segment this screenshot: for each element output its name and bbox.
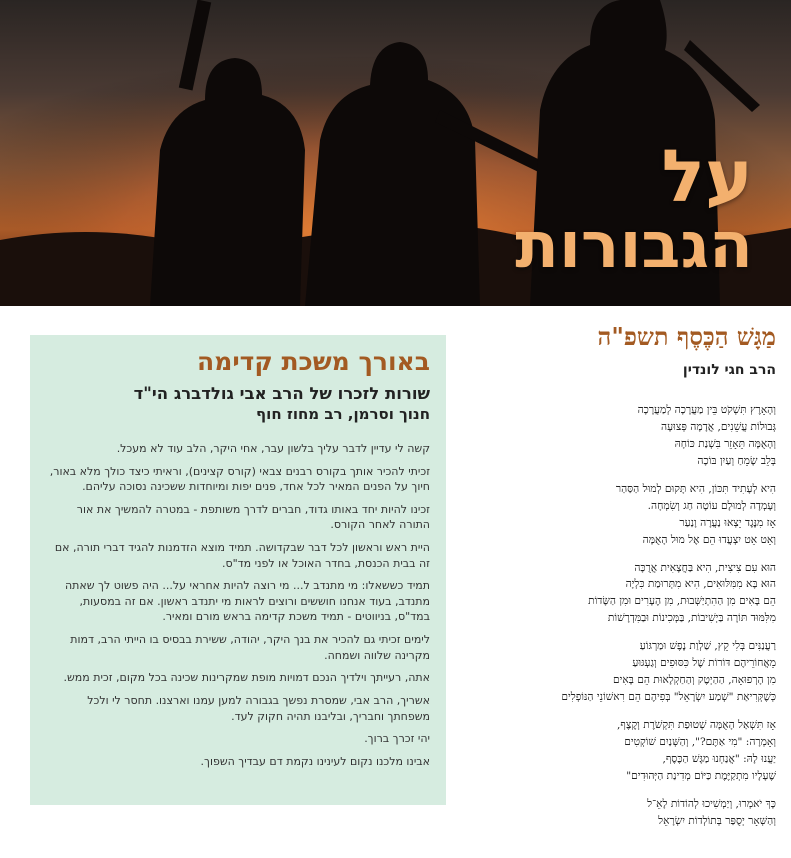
memorial-paragraph: קשה לי עדיין לדבר עליך בלשון עבר, אחי היקר, הלב עוד לא מעכל. — [116, 442, 430, 455]
memorial-subtitle-line2: חנוך וסרמן, רב מחוז חוף — [256, 405, 430, 423]
poem-stanza — [460, 796, 776, 830]
poem-line: וְאֵט אֵט יִצְעֲדוּ הֵם אֶל מוּל הָאֻמָּה — [642, 533, 776, 546]
memorial-subtitle — [46, 384, 430, 403]
subtitle-name: הרב אבי גולדברג — [173, 384, 304, 403]
poem-line: וְאָמְרָה: "מִי אַתֶּם?", וְהַשְּׁנַיִם שׁוֹקְטִים — [624, 735, 776, 748]
memorial-box — [30, 335, 446, 805]
poem-line: הוּא עִם צִיצִית, הִיא בַּחֲצָאִית אֲרֻכָּה — [634, 561, 776, 574]
hero-title-line2: הגבורות — [515, 209, 753, 283]
poem-stanza — [460, 638, 776, 706]
poem-line: מֵאֲחוֹרֵיהֶם דּוֹרוֹת שֶׁל כִּסּוּפִים וְגַעְגּוּעַ — [632, 657, 776, 670]
poem-line: וְהָאֻמָּה תֵּאָזֵר בִּשְׁנַת כּוֹחָהּ — [674, 437, 776, 450]
poem-line: וְהָאָרֶץ תִּשְׁקֹט בֵּין מַעֲרָכָה לְמַעֲרָכָה — [637, 404, 776, 416]
hero-title-line1: על — [661, 134, 753, 218]
poem-line: גְּבוּלוֹת עֲשֵׁנִים, אֲדָמָה פְּצוּעָה — [661, 420, 776, 433]
memorial-paragraph: זכינו להיות יחד באותו גדוד, חברים לדרך משותפת - במטרה להמשיך את אור התורה לאחר הקורס. — [76, 502, 430, 532]
poem-line: רַעֲנַנִּים בְּלִי קֵץ, שַׁלְוַת נֶפֶשׁ וּמַרְגּוֹעַ — [639, 640, 776, 653]
poem-line: וְעָמְדָה לְמוּלָם עוֹטָה חַג וְשִׂמְחָה. — [647, 499, 776, 512]
poem-line: וְהַשְּׁאָר יְסֻפַּר בְּתוֹלְדוֹת יִשְׂרָאֵל — [658, 814, 776, 827]
subtitle-suffix: הי"ד — [133, 384, 174, 403]
poem-author: הרב חגי לונדין — [682, 362, 776, 378]
hero-banner — [0, 0, 791, 306]
poem-line: מִן הָרְפוּאָה, הַהַיְטֶק וְהַחַקְלָאוּת הֵם בָּאִים — [612, 674, 776, 687]
hero-title — [515, 134, 753, 283]
poem-line: הִיא לְעָתִיד תִּכּוֹן, הִיא תָּקוּם לְמוּל הַסַּהַר — [615, 482, 776, 495]
poem-line: בְּלֵב שָׂמֵחַ וְעַיִן בּוֹכָה — [697, 454, 776, 467]
subtitle-prefix: שורות לזכרו של — [303, 384, 430, 403]
memorial-paragraph: תמיד כששאלו: מי מתנדב ל... מי רוצה להיות אחראי על... היה פשוט לך שאתה מתנדב, בעוד אנחנו חוששים ורוצים לראות מי יתנדב ראשון. אם זה במסעות, במד"ס, בניווטים - תמיד משכת קדימה בראש מורם ומאיר. — [65, 579, 430, 624]
poem-line: כְּשֶׁקְּרִיאַת "שְׁמַע יִשְׂרָאֵל" בְּפִיהֶם הֵם רִאשׁוֹנֵי הַנּוֹפְלִים — [561, 691, 776, 704]
memorial-paragraph: יהי זכרך ברוך. — [364, 732, 430, 746]
poem-line: מִלִּמּוּד תּוֹרָה בַּיְשִׁיבוֹת, בַּמְּכִינוֹת וּבַמִּדְרָשׁוֹת — [607, 612, 776, 625]
poem-stanza — [460, 560, 776, 628]
poem-line: יַעֲנוּ לָהּ: "אֲנַחְנוּ מַגָּשׁ הַכֶּסֶף, — [662, 752, 776, 765]
poem-column — [460, 322, 776, 841]
poem-stanza — [460, 402, 776, 470]
memorial-paragraph: אשריך, הרב אבי, שמסרת נפשך בגבורה למען עמנו וארצנו. תחסר לי ולכל משפחתך וחבריך, ובליבנו תהיה חקוק לעד. — [87, 693, 430, 723]
memorial-paragraph: היית ראש וראשון לכל דבר שבקדושה. תמיד מוצא הזדמנות להגיד דברי תורה, אם זה בבית הכנסת, בחדר האוכל או לפני מד"ס. — [54, 541, 430, 570]
memorial-paragraph: זכיתי להכיר אותך בקורס רבנים צבאי (קורס קצינים), וראיתי כיצד כולך מלא באור, חיוך על הפנים המאיר לכל אחד, פנים יפות ומיוחדות ששכינה נסוכה עליהם. — [49, 464, 430, 494]
memorial-paragraph: לימים זכיתי גם להכיר את בנך היקר, יהודה, ששירת בבסיס בו הייתי הרב, דמות מקרינה שלווה ושמחה. — [70, 633, 430, 662]
poem-stanzas — [460, 402, 776, 830]
poem-line: שֶׁעָלָיו מִתְקַיֶּמֶת כַּיּוֹם מְדִינַת הַיְּהוּדִים" — [626, 769, 776, 782]
poem-line: אָז מִנֶּגֶד יֵצְאוּ נַעֲרָה וָנַעַר — [679, 516, 776, 529]
poem-stanza — [460, 717, 776, 785]
poem-title: מַגָּשׁ הַכֶּסֶף תשפ"ה — [597, 322, 776, 351]
memorial-paragraph: אתה, רעייתך וילדיך הנכם דמויות מופת שמקרינות שכינה בכל מקום, זכית ממש. — [63, 671, 430, 685]
poem-line: אָז תִּשְׁאַל הָאֻמָּה שְׁטוּפַת תִּקְשֹׁרֶת וְקֶצֶף, — [617, 719, 776, 731]
poem-line: כָּךְ יֹאמְרוּ, וְיַמְשִׁיכוּ לְהוֹדוֹת לָאֵ־ל — [647, 797, 776, 810]
poem-line: הֵם בָּאִים מִן הַהִתְיַשְּׁבוּת, מִן הֶעָרִים וּמִן הַשָּׂדוֹת — [588, 595, 776, 608]
poem-line: הוּא בָּא מִמִּלּוּאִים, הִיא מִתְּרוּמַת כִּלְיָה — [625, 578, 776, 591]
poem-stanza — [460, 481, 776, 549]
memorial-heading: באורך משכת קדימה — [197, 347, 430, 376]
memorial-paragraph: אבינו מלכנו נקום לעינינו נקמת דם עבדיך השפוך. — [200, 754, 430, 768]
memorial-body — [46, 441, 430, 769]
